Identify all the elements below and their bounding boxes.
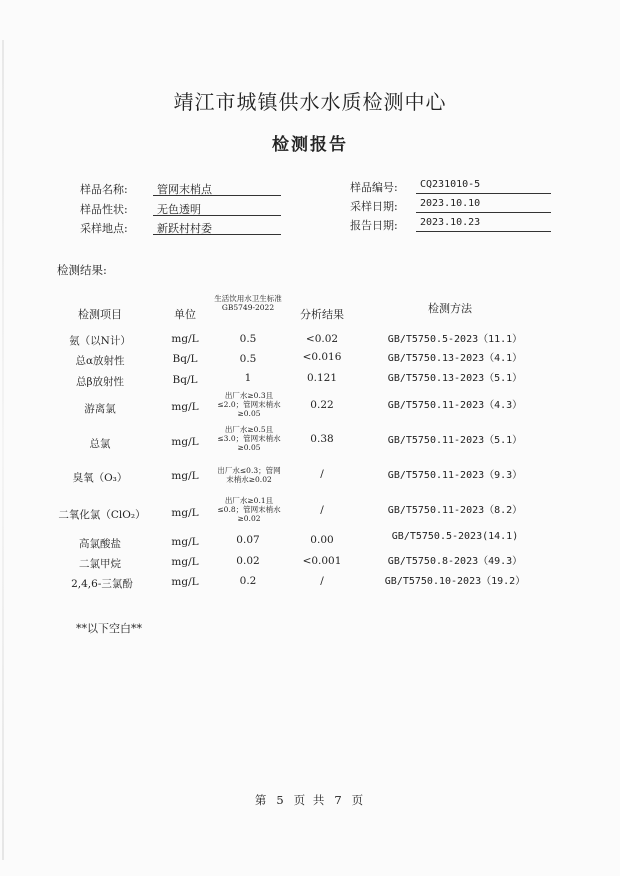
table-row-standard: 0.02	[236, 555, 260, 567]
table-row-unit: mg/L	[171, 507, 199, 519]
table-row-unit: Bq/L	[172, 374, 198, 386]
organization-name: 靖江市城镇供水水质检测中心	[173, 90, 447, 114]
table-row-unit: mg/L	[171, 333, 199, 345]
table-row-method: GB/T5750.5-2023（11.1）	[387, 334, 523, 345]
table-row-result: 0.38	[310, 433, 334, 445]
sampling-site-value: 新跃村村委	[153, 220, 281, 235]
table-row-result: <0.001	[302, 555, 342, 567]
sample-property-label: 样品性状:	[80, 203, 128, 216]
table-row-standard: 0.5	[239, 333, 257, 345]
table-row-method: GB/T5750.10-2023（19.2）	[384, 576, 526, 587]
table-row-item: 总氯	[89, 438, 111, 450]
header-method: 检测方法	[428, 302, 472, 315]
table-row-unit: Bq/L	[172, 353, 198, 365]
table-row-result: /	[320, 504, 324, 516]
page-current: 5	[276, 793, 286, 807]
page-prefix: 第	[254, 793, 269, 807]
report-date-value: 2023.10.23	[416, 217, 551, 232]
table-row-method: GB/T5750.11-2023（8.2）	[387, 505, 523, 516]
sampling-date-value: 2023.10.10	[416, 198, 551, 213]
report-date-label: 报告日期:	[350, 219, 398, 232]
table-row-method: GB/T5750.5-2023(14.1)	[391, 531, 519, 542]
table-row-method: GB/T5750.11-2023（4.3）	[387, 400, 523, 411]
table-row-standard: 出厂水≤0.3；管网末梢水≥0.02	[217, 466, 281, 484]
sampling-site-label: 采样地点:	[80, 222, 128, 235]
page-footer	[0, 792, 620, 808]
results-heading: 检测结果:	[57, 263, 107, 277]
table-row-method: GB/T5750.13-2023（4.1）	[387, 353, 523, 364]
table-row-standard: 1	[244, 372, 252, 384]
sample-no-value: CQ231010-5	[416, 179, 551, 194]
sample-no-label: 样品编号:	[350, 181, 398, 194]
table-row-item: 臭氧（O₃）	[72, 472, 128, 484]
table-row-unit: mg/L	[171, 556, 199, 568]
sample-name-value: 管网末梢点	[153, 181, 281, 196]
table-row-method: GB/T5750.13-2023（5.1）	[387, 373, 523, 384]
table-row-result: 0.22	[310, 399, 334, 411]
sampling-date-label: 采样日期:	[350, 200, 398, 213]
table-row-standard: 0.5	[239, 353, 257, 365]
table-row-result: <0.02	[305, 333, 339, 345]
table-row-item: 二氧化氯（ClO₂）	[58, 509, 146, 521]
table-row-unit: mg/L	[171, 536, 199, 548]
sample-name-label: 样品名称:	[80, 183, 128, 196]
table-row-unit: mg/L	[171, 576, 199, 588]
table-row-unit: mg/L	[171, 470, 199, 482]
table-row-unit: mg/L	[171, 401, 199, 413]
table-row-item: 总β放射性	[75, 376, 125, 388]
page-suffix: 页	[351, 793, 366, 807]
table-row-item: 2,4,6-三氯酚	[71, 578, 133, 590]
table-row-result: <0.016	[302, 351, 342, 363]
table-row-result: 0.121	[306, 372, 338, 384]
table-row-standard: 出厂水≥0.1且≤0.8；管网末梢水≥0.02	[217, 496, 281, 523]
page-total: 7	[334, 793, 344, 807]
table-row-method: GB/T5750.11-2023（5.1）	[387, 435, 523, 446]
table-row-item: 高氯酸盐	[79, 538, 121, 550]
table-row-item: 游离氯	[84, 403, 116, 415]
table-row-standard: 0.07	[236, 534, 260, 546]
table-row-result: 0.00	[310, 534, 334, 546]
table-row-standard: 0.2	[239, 575, 257, 587]
blank-below-note: **以下空白**	[76, 622, 142, 635]
table-row-item: 二氯甲烷	[79, 558, 121, 570]
table-row-method: GB/T5750.11-2023（9.3）	[387, 470, 523, 481]
page-mid: 页 共	[293, 793, 327, 807]
table-row-standard: 出厂水≥0.3且≤2.0；管网末梢水≥0.05	[217, 391, 281, 418]
header-standard: 生活饮用水卫生标准GB5749-2022	[214, 294, 282, 312]
table-row-method: GB/T5750.8-2023（49.3）	[387, 556, 523, 567]
header-unit: 单位	[174, 308, 196, 321]
table-row-item: 总α放射性	[75, 355, 125, 367]
scan-edge	[2, 40, 4, 860]
table-row-unit: mg/L	[171, 436, 199, 448]
header-item: 检测项目	[78, 308, 122, 321]
report-title: 检测报告	[272, 135, 348, 155]
table-row-item: 氨（以N计）	[69, 335, 131, 347]
table-row-standard: 出厂水≥0.5且≤3.0；管网末梢水≥0.05	[217, 425, 281, 452]
table-row-result: /	[320, 468, 324, 480]
sample-property-value: 无色透明	[153, 201, 281, 216]
table-row-result: /	[320, 575, 324, 587]
header-result: 分析结果	[300, 308, 344, 321]
